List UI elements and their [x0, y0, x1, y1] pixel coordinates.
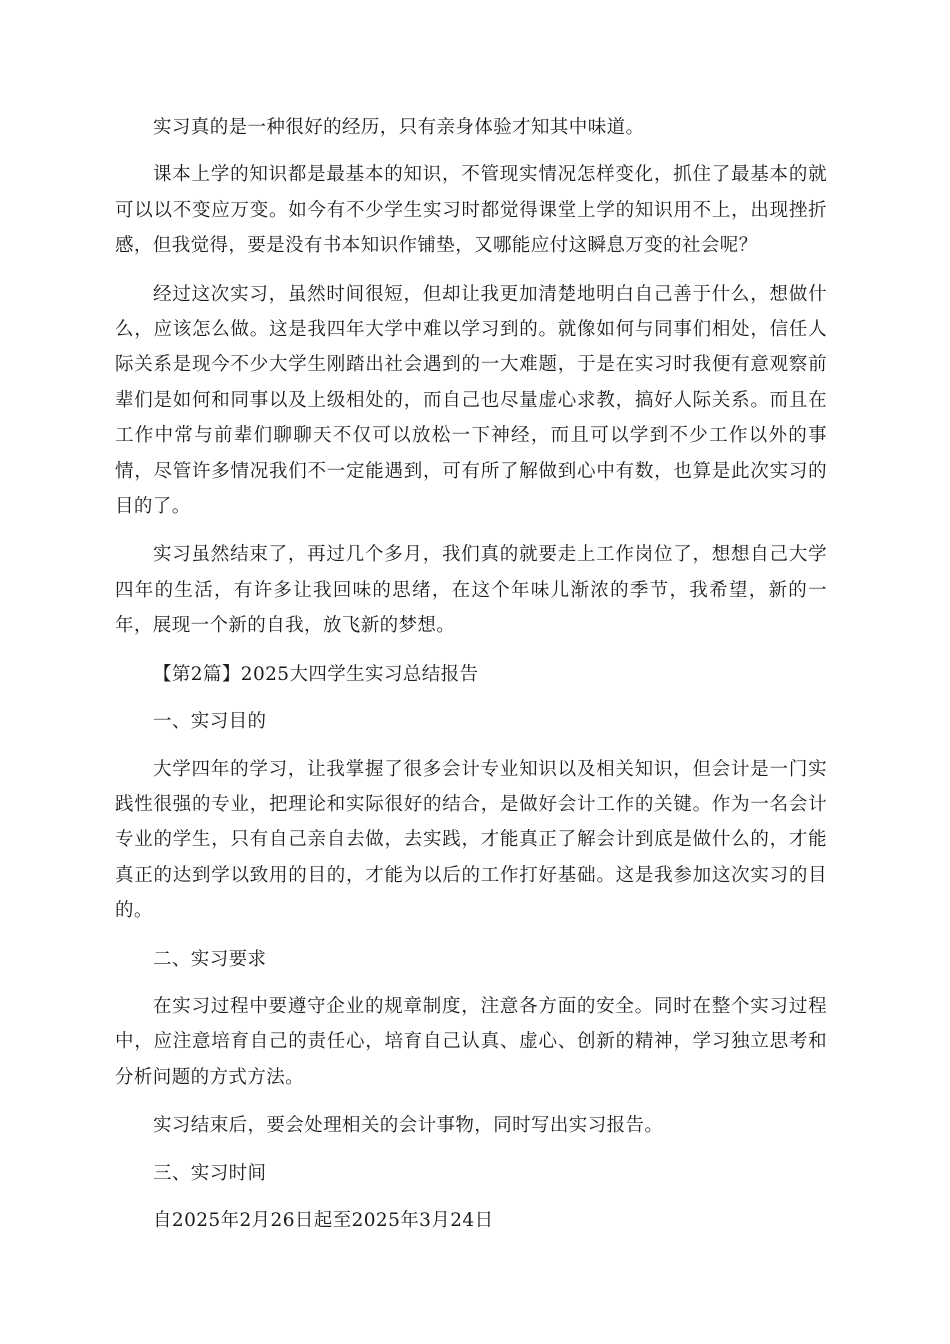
paragraph-requirements: 在实习过程中要遵守企业的规章制度，注意各方面的安全。同时在整个实习过程中，应注意培育自己的责任心，培育自己认真、虚心、创新的精神，学习独立思考和分析问题的方式方法。: [115, 995, 827, 1088]
paragraph-time-range: 自2025年2月26日起至2025年3月24日: [153, 1209, 494, 1231]
paragraph-conclusion: 实习虽然结束了，再过几个多月，我们真的就要走上工作岗位了，想想自己大学四年的生活，有许多让我回味的思绪，在这个年味儿渐浓的季节，我希望，新的一年，展现一个新的自我，放飞新的梦想。: [115, 544, 827, 637]
section-heading-purpose: 一、实习目的: [153, 711, 267, 733]
paragraph-after-internship: 实习结束后，要会处理相关的会计事物，同时写出实习报告。: [153, 1115, 664, 1137]
section-heading-requirements: 二、实习要求: [153, 948, 267, 970]
paragraph-experience: 实习真的是一种很好的经历，只有亲身体验才知其中味道。: [153, 117, 645, 138]
paragraph-textbook-knowledge: 课本上学的知识都是最基本的知识，不管现实情况怎样变化，抓住了最基本的就可以以不变应万变。如今有不少学生实习时都觉得课堂上学的知识用不上，出现挫折感，但我觉得，要是没有书本知识作铺垫，又哪能应付这瞬息万变的社会呢？: [115, 164, 827, 257]
section-heading-time: 三、实习时间: [153, 1162, 267, 1184]
paragraph-internship-reflection: 经过这次实习，虽然时间很短，但却让我更加清楚地明白自己善于什么，想做什么，应该怎么做。这是我四年大学中难以学习到的。就像如何与同事们相处，信任人际关系是现今不少大学生刚踏出社会遇到的一大难题，于是在实习时我便有意观察前辈们是如何和同事以及上级相处的，而自己也尽量虚心求教，搞好人际关系。而且在工作中常与前辈们聊聊天不仅可以放松一下神经，而且可以学到不少工作以外的事情，尽管许多情况我们不一定能遇到，可有所了解做到心中有数，也算是此次实习的目的了。: [115, 283, 827, 518]
article-heading: 【第2篇】2025大四学生实习总结报告: [153, 663, 479, 685]
paragraph-purpose: 大学四年的学习，让我掌握了很多会计专业知识以及相关知识，但会计是一门实践性很强的专业，把理论和实际很好的结合，是做好会计工作的关键。作为一名会计专业的学生，只有自己亲自去做，去实践，才能真正了解会计到底是做什么的，才能真正的达到学以致用的目的，才能为以后的工作打好基础。这是我参加这次实习的目的。: [115, 758, 827, 922]
document-body: [115, 110, 827, 1250]
